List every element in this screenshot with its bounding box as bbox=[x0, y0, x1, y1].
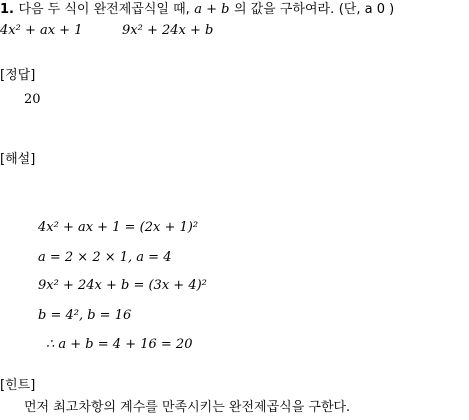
expression-second: 9x² + 24x + b bbox=[122, 23, 214, 38]
hint-label: [힌트] bbox=[0, 378, 36, 393]
question-text-2: 의 값을 구하여라. bbox=[233, 2, 335, 17]
hint-text: 먼저 최고차항의 계수를 만족시키는 완전제곱식을 구한다. bbox=[24, 400, 351, 415]
solution-step-1: 4x² + ax + 1 = (2x + 1)² bbox=[38, 220, 199, 235]
question-condition: (단, a 0 ) bbox=[338, 2, 395, 17]
question-target: a + b bbox=[194, 2, 230, 17]
solution-label: [해설] bbox=[0, 152, 36, 167]
question-number: 1. bbox=[0, 2, 14, 17]
expression-first: 4x² + ax + 1 bbox=[0, 23, 83, 38]
solution-conclusion: ∴ a + b = 4 + 16 = 20 bbox=[46, 337, 193, 352]
solution-step-2: a = 2 × 2 × 1, a = 4 bbox=[38, 250, 172, 265]
solution-step-4: b = 4², b = 16 bbox=[38, 308, 132, 323]
question-text: 다음 두 식이 완전제곱식일 때, bbox=[18, 2, 190, 17]
answer-value: 20 bbox=[24, 92, 41, 107]
question-line bbox=[0, 2, 394, 16]
solution-step-3: 9x² + 24x + b = (3x + 4)² bbox=[38, 278, 207, 293]
answer-label: [정답] bbox=[0, 68, 36, 83]
